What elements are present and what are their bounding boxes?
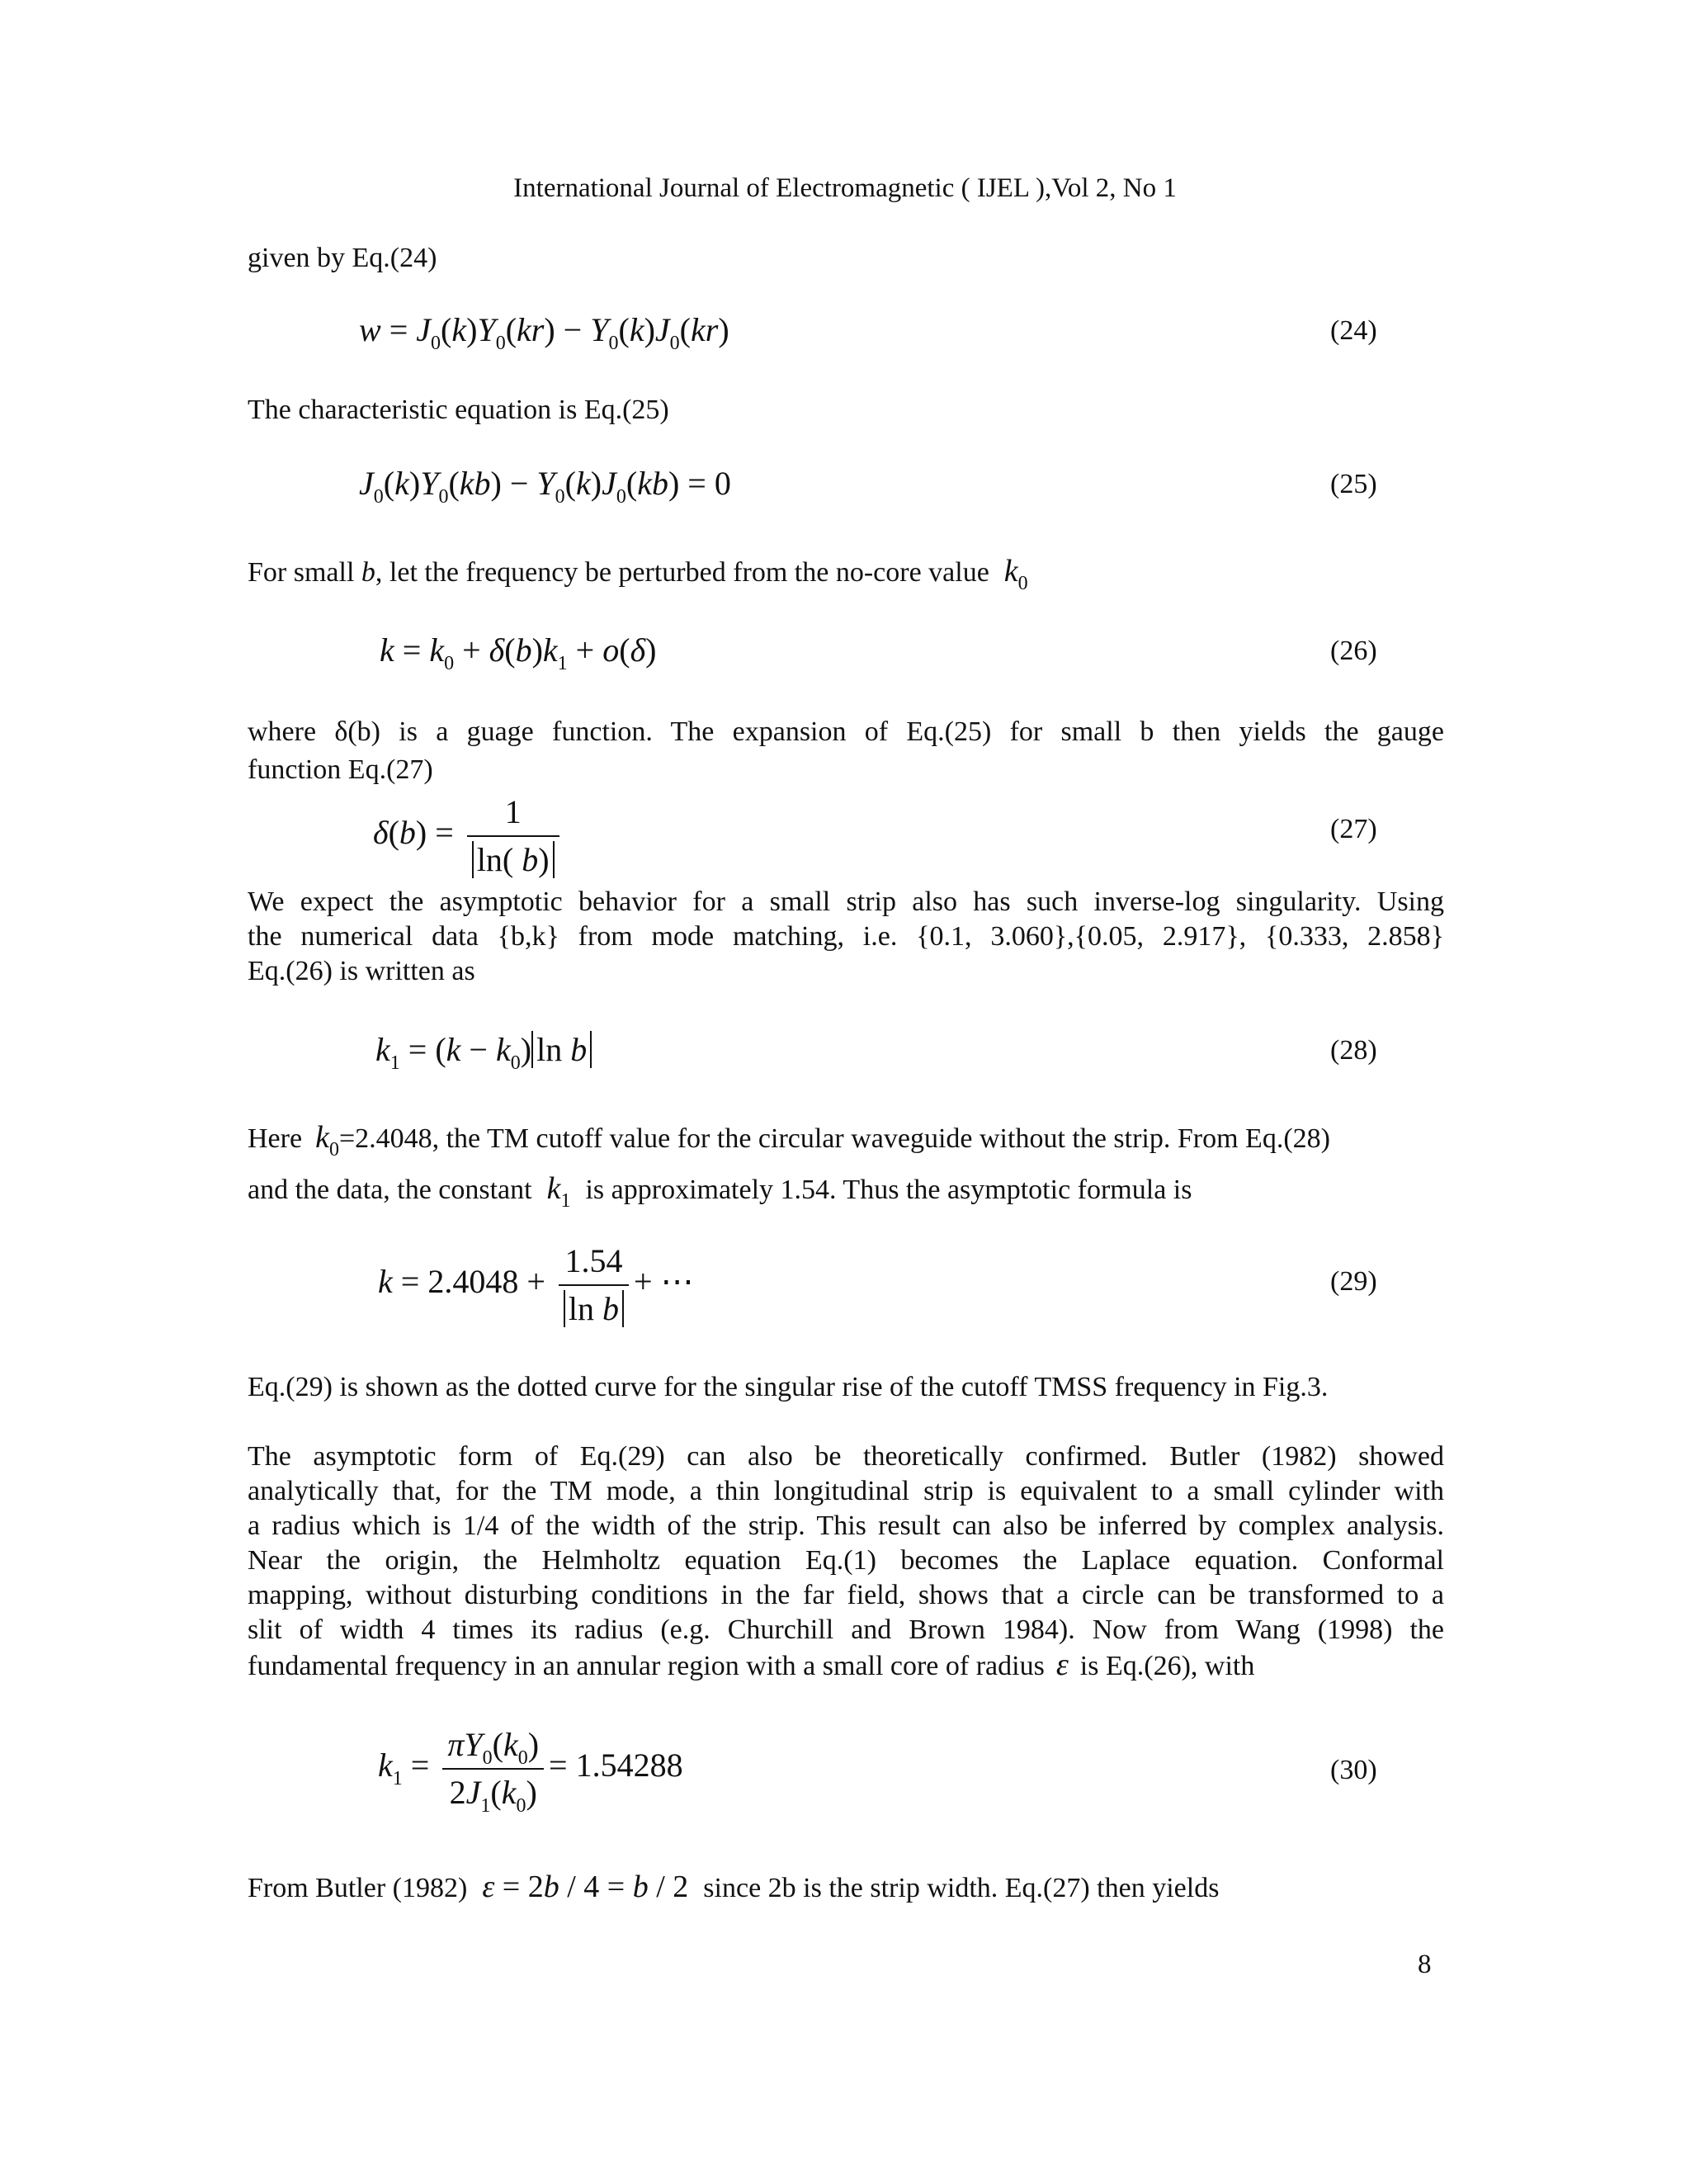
text-span: Here xyxy=(248,1123,303,1154)
equation-27: δ(b) = $\frac{1}{\ln( b)}$ xyxy=(373,792,564,880)
paragraph-given-by: given by Eq.(24) xyxy=(248,243,437,273)
equation-29-number: (29) xyxy=(1330,1266,1377,1297)
equation-29: k = 2.4048 + $\frac{1.54}{\text{ln b}}$ + ⋯ xyxy=(378,1242,694,1327)
text-span: and the data, the constant xyxy=(248,1175,532,1205)
text-span: =2.4048, the TM cutoff value for the circular waveguide without the strip. From Eq.(28) xyxy=(338,1123,1330,1154)
paragraph-asymptotic-line6: slit of width 4 times its radius (e.g. Churchill and Brown 1984). Now from Wang (1998) the xyxy=(248,1614,1444,1645)
text-span-italic: b xyxy=(361,557,375,588)
paragraph-from-butler xyxy=(248,1867,1219,1907)
text-span: fundamental frequency in an annular region with a small core of radius xyxy=(248,1651,1045,1681)
equation-28-number: (28) xyxy=(1330,1035,1377,1066)
paragraph-asymptotic-line2: analytically that, for the TM mode, a thin longitudinal strip is equivalent to a small cylinder with xyxy=(248,1476,1444,1506)
paragraph-where-delta: where δ(b) is a guage function. The expansion of Eq.(25) for small b then yields the gauge xyxy=(248,716,1444,747)
paragraph-asymptotic-line1: The asymptotic form of Eq.(29) can also be theoretically confirmed. Butler (1982) showed xyxy=(248,1441,1444,1472)
text-span: For small xyxy=(248,557,361,588)
equation-29-constant: 2.4048 xyxy=(427,1263,519,1301)
text-span: is Eq.(26), with xyxy=(1079,1651,1255,1681)
equation-epsilon-relation: ε = 2b / 4 = b / 2 xyxy=(482,1870,689,1904)
paragraph-asymptotic-line7 xyxy=(248,1647,1254,1684)
symbol-k0: $k_0$ xyxy=(1003,554,1028,594)
symbol-k1: $k_1$ xyxy=(546,1171,571,1212)
running-header: International Journal of Electromagnetic ( IJEL ),Vol 2, No 1 xyxy=(513,173,1177,203)
symbol-k0: $k_0$ xyxy=(315,1120,339,1161)
paragraph-where-delta-line2: function Eq.(27) xyxy=(248,754,433,785)
paragraph-we-expect-line1: We expect the asymptotic behavior for a small strip also has such inverse-log singularity. Using xyxy=(248,886,1444,917)
equation-24-number: (24) xyxy=(1330,315,1377,346)
equation-26: $k = k_0 + \delta(b)k_1 + o(\delta)$ xyxy=(380,631,657,674)
equation-26-number: (26) xyxy=(1330,636,1377,666)
equation-29-coefficient: 1.54 xyxy=(559,1241,629,1286)
fraction: $\frac{1}{\ln( b)}$ xyxy=(467,792,559,880)
page-number: 8 xyxy=(1418,1950,1432,1979)
equation-27-number: (27) xyxy=(1330,814,1377,844)
paragraph-eq29-shown: Eq.(29) is shown as the dotted curve for the singular rise of the cutoff TMSS frequency in Fig.3. xyxy=(248,1372,1329,1402)
equation-30-number: (30) xyxy=(1330,1755,1377,1785)
fraction: $\frac{\pi Y_0(k_0)}{2J_1(k_0)}$ xyxy=(442,1725,544,1813)
text-span: , let the frequency be perturbed from the no-core value xyxy=(375,557,989,588)
paragraph-characteristic: The characteristic equation is Eq.(25) xyxy=(248,395,669,425)
text-span: is approximately 1.54. Thus the asymptotic formula is xyxy=(585,1175,1192,1205)
paragraph-we-expect-line2: the numerical data {b,k} from mode matching, i.e. {0.1, 3.060},{0.05, 2.917}, {0.333, 2.858} xyxy=(248,921,1444,952)
paragraph-for-small-b xyxy=(248,551,1028,594)
paragraph-asymptotic-line4: Near the origin, the Helmholtz equation Eq.(1) becomes the Laplace equation. Conformal xyxy=(248,1545,1444,1576)
equation-28: $k_1 = (k - k_0)$ ln b xyxy=(375,1030,592,1070)
paragraph-we-expect-line3: Eq.(26) is written as xyxy=(248,956,475,986)
paragraph-asymptotic-line3: a radius which is 1/4 of the width of the strip. This result can also be inferred by complex analysis. xyxy=(248,1510,1444,1541)
equation-25-number: (25) xyxy=(1330,469,1377,499)
equation-25: $J_0(k)Y_0(kb) - Y_0(k)J_0(kb) = 0$ xyxy=(359,465,731,508)
symbol-epsilon: ε xyxy=(1055,1647,1069,1682)
fraction: $\frac{1.54}{\text{ln b}}$ xyxy=(559,1241,629,1329)
equation-30-value: 1.54288 xyxy=(575,1747,683,1785)
equation-24: $w = J_0(k)Y_0(kr) - Y_0(k)J_0(kr)$ xyxy=(359,311,729,354)
text-span: since 2b is the strip width. Eq.(27) then yields xyxy=(703,1873,1220,1903)
paragraph-here-k0 xyxy=(248,1118,1330,1161)
paragraph-asymptotic-line5: mapping, without disturbing conditions in the far field, shows that a circle can be transformed to a xyxy=(248,1580,1444,1610)
paragraph-constant-k1 xyxy=(248,1169,1192,1212)
equation-30: $k_1$ = $\frac{\pi Y_0(k_0)}{2J_1(k_0)}$ = 1.54288 xyxy=(378,1726,683,1817)
text-span: From Butler (1982) xyxy=(248,1873,468,1903)
